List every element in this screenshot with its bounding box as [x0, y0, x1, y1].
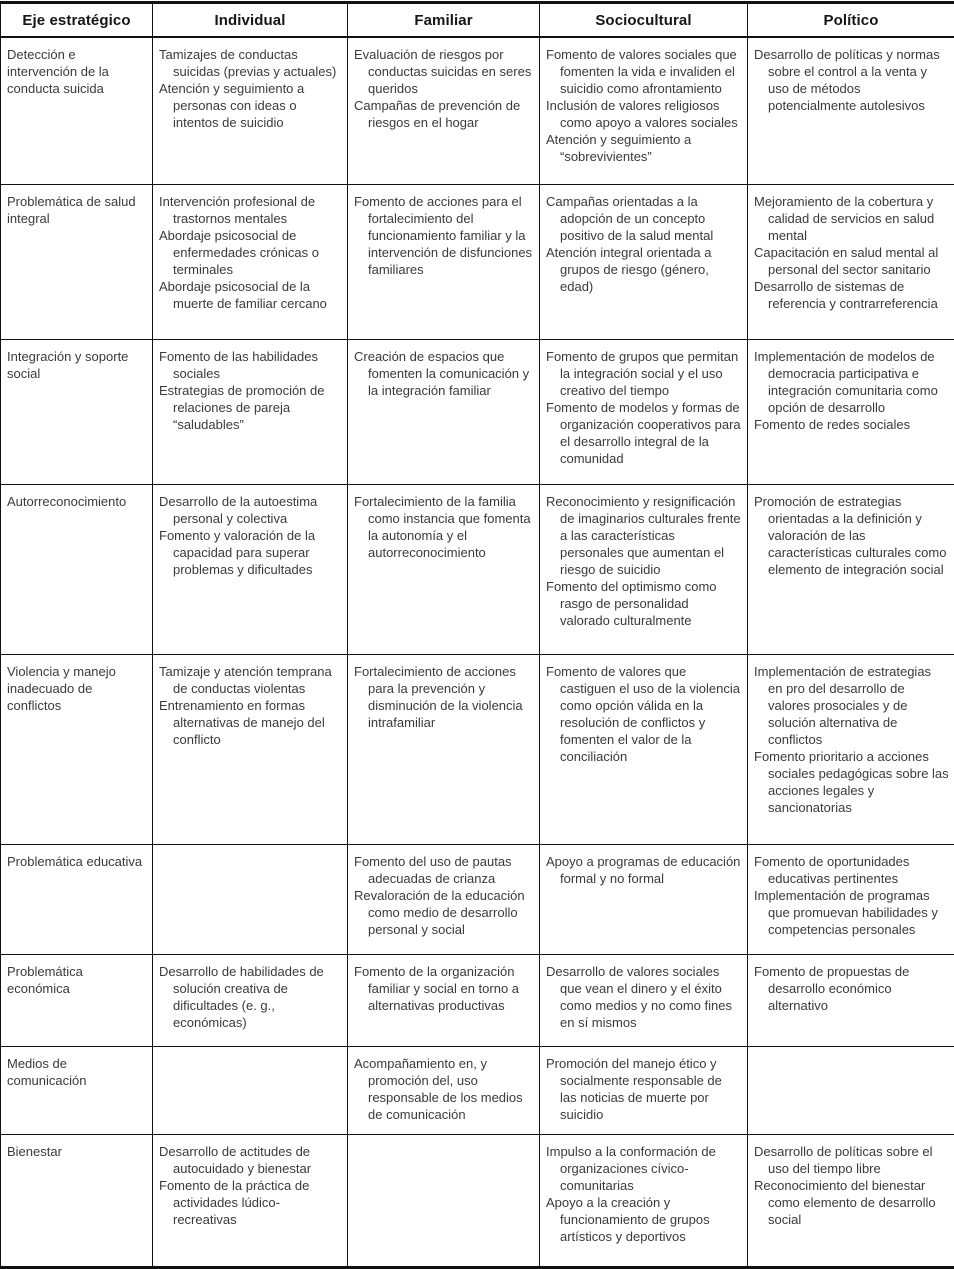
cell-item: Abordaje psicosocial de la muerte de familiar cercano: [159, 278, 342, 312]
cell-individual: [153, 339, 348, 484]
strategic-axis-label: Medios de comunicación: [7, 1055, 147, 1089]
strategic-axis-cell: [1, 184, 153, 339]
cell-politico: [748, 654, 954, 844]
cell-item: Revaloración de la educación como medio de desarrollo personal y social: [354, 887, 534, 938]
cell-item: Fomento de acciones para el fortalecimiento del funcionamiento familiar y la intervención de disfunciones familiares: [354, 193, 534, 278]
cell-familiar: [348, 184, 540, 339]
cell-item: Fomento de redes sociales: [754, 416, 949, 433]
strategic-axis-label: Detección e intervención de la conducta suicida: [7, 46, 147, 97]
cell-politico: [748, 37, 954, 184]
cell-sociocultural: [540, 954, 748, 1046]
cell-item: Abordaje psicosocial de enfermedades crónicas o terminales: [159, 227, 342, 278]
cell-familiar: [348, 654, 540, 844]
cell-item: Desarrollo de la autoestima personal y colectiva: [159, 493, 342, 527]
cell-item: Fomento de la práctica de actividades lúdico-recreativas: [159, 1177, 342, 1228]
cell-item: Reconocimiento y resignificación de imaginarios culturales frente a las características personales que aumentan el riesgo de suicidio: [546, 493, 742, 578]
cell-item: Fortalecimiento de la familia como instancia que fomenta la autonomía y el autorreconocimiento: [354, 493, 534, 561]
table-body: [1, 37, 954, 1267]
strategic-axis-cell: [1, 654, 153, 844]
column-header-politico: Político: [748, 3, 954, 38]
cell-item: Tamizaje y atención temprana de conductas violentas: [159, 663, 342, 697]
cell-item: Fomento de valores sociales que fomenten la vida e invaliden el suicidio como afrontamiento: [546, 46, 742, 97]
table-row: [1, 184, 954, 339]
cell-individual: [153, 844, 348, 954]
cell-item: Fomento de valores que castiguen el uso de la violencia como opción válida en la resolución de conflictos y fomenten el valor de la conciliación: [546, 663, 742, 765]
strategic-axis-cell: [1, 954, 153, 1046]
strategic-axis-label: Integración y soporte social: [7, 348, 147, 382]
table-row: [1, 1046, 954, 1134]
cell-item: Mejoramiento de la cobertura y calidad de servicios en salud mental: [754, 193, 949, 244]
cell-item: Implementación de estrategias en pro del desarrollo de valores prosociales y de solución alternativa de conflictos: [754, 663, 949, 748]
cell-familiar: [348, 1046, 540, 1134]
column-header-sociocultural: Sociocultural: [540, 3, 748, 38]
cell-item: Intervención profesional de trastornos mentales: [159, 193, 342, 227]
cell-item: Implementación de programas que promuevan habilidades y competencias personales: [754, 887, 949, 938]
cell-item: Desarrollo de políticas sobre el uso del tiempo libre: [754, 1143, 949, 1177]
cell-familiar: [348, 484, 540, 654]
cell-item: Evaluación de riesgos por conductas suicidas en seres queridos: [354, 46, 534, 97]
cell-familiar: [348, 37, 540, 184]
cell-politico: [748, 1046, 954, 1134]
cell-item: Impulso a la conformación de organizaciones cívico-comunitarias: [546, 1143, 742, 1194]
cell-item: Creación de espacios que fomenten la comunicación y la integración familiar: [354, 348, 534, 399]
cell-familiar: [348, 339, 540, 484]
cell-item: Atención y seguimiento a personas con ideas o intentos de suicidio: [159, 80, 342, 131]
strategic-axis-label: Violencia y manejo inadecuado de conflictos: [7, 663, 147, 714]
cell-sociocultural: [540, 1134, 748, 1267]
strategic-axis-cell: [1, 1046, 153, 1134]
cell-sociocultural: [540, 484, 748, 654]
cell-item: Fomento del optimismo como rasgo de personalidad valorado culturalmente: [546, 578, 742, 629]
table-row: [1, 844, 954, 954]
cell-item: Atención integral orientada a grupos de riesgo (género, edad): [546, 244, 742, 295]
strategic-axis-cell: [1, 1134, 153, 1267]
cell-item: Fomento de las habilidades sociales: [159, 348, 342, 382]
table-row: [1, 339, 954, 484]
cell-item: Atención y seguimiento a “sobrevivientes”: [546, 131, 742, 165]
cell-sociocultural: [540, 37, 748, 184]
cell-individual: [153, 654, 348, 844]
cell-politico: [748, 1134, 954, 1267]
column-header-familiar: Familiar: [348, 3, 540, 38]
cell-item: Fomento de modelos y formas de organización cooperativos para el desarrollo integral de la comunidad: [546, 399, 742, 467]
cell-sociocultural: [540, 654, 748, 844]
cell-item: Fomento de oportunidades educativas pertinentes: [754, 853, 949, 887]
cell-item: Fomento de propuestas de desarrollo económico alternativo: [754, 963, 949, 1014]
table-header-row: [1, 3, 954, 38]
cell-item: Implementación de modelos de democracia participativa e integración comunitaria como opción de desarrollo: [754, 348, 949, 416]
cell-item: Capacitación en salud mental al personal del sector sanitario: [754, 244, 949, 278]
cell-item: Fomento prioritario a acciones sociales pedagógicas sobre las acciones legales y sancionatorias: [754, 748, 949, 816]
cell-item: Inclusión de valores religiosos como apoyo a valores sociales: [546, 97, 742, 131]
cell-politico: [748, 844, 954, 954]
cell-item: Apoyo a programas de educación formal y no formal: [546, 853, 742, 887]
cell-item: Estrategias de promoción de relaciones de pareja “saludables”: [159, 382, 342, 433]
cell-item: Acompañamiento en, y promoción del, uso responsable de los medios de comunicación: [354, 1055, 534, 1123]
strategic-axis-label: Problemática educativa: [7, 853, 147, 870]
cell-item: Desarrollo de políticas y normas sobre el control a la venta y uso de métodos potencialmente autolesivos: [754, 46, 949, 114]
strategic-axis-label: Autorreconocimiento: [7, 493, 147, 510]
cell-sociocultural: [540, 339, 748, 484]
cell-familiar: [348, 954, 540, 1046]
cell-politico: [748, 484, 954, 654]
column-header-eje-estrategico: Eje estratégico: [1, 3, 153, 38]
cell-item: Reconocimiento del bienestar como elemento de desarrollo social: [754, 1177, 949, 1228]
table-row: [1, 484, 954, 654]
strategic-axis-label: Problemática de salud integral: [7, 193, 147, 227]
table-row: [1, 654, 954, 844]
cell-item: Campañas orientadas a la adopción de un concepto positivo de la salud mental: [546, 193, 742, 244]
table-row: [1, 37, 954, 184]
cell-individual: [153, 37, 348, 184]
cell-item: Promoción de estrategias orientadas a la definición y valoración de las características culturales como elemento de integración social: [754, 493, 949, 578]
cell-item: Desarrollo de actitudes de autocuidado y bienestar: [159, 1143, 342, 1177]
cell-item: Entrenamiento en formas alternativas de manejo del conflicto: [159, 697, 342, 748]
strategic-axis-cell: [1, 339, 153, 484]
cell-individual: [153, 954, 348, 1046]
cell-item: Fortalecimiento de acciones para la prevención y disminución de la violencia intrafamiliar: [354, 663, 534, 731]
cell-individual: [153, 1046, 348, 1134]
cell-item: Tamizajes de conductas suicidas (previas y actuales): [159, 46, 342, 80]
strategic-axis-cell: [1, 37, 153, 184]
cell-sociocultural: [540, 184, 748, 339]
cell-item: Desarrollo de sistemas de referencia y contrarreferencia: [754, 278, 949, 312]
cell-sociocultural: [540, 1046, 748, 1134]
cell-item: Desarrollo de valores sociales que vean el dinero y el éxito como medios y no como fines en sí mismos: [546, 963, 742, 1031]
column-header-individual: Individual: [153, 3, 348, 38]
cell-item: Campañas de prevención de riesgos en el hogar: [354, 97, 534, 131]
cell-familiar: [348, 1134, 540, 1267]
cell-politico: [748, 184, 954, 339]
cell-familiar: [348, 844, 540, 954]
cell-item: Apoyo a la creación y funcionamiento de grupos artísticos y deportivos: [546, 1194, 742, 1245]
strategy-table: [0, 1, 954, 1269]
cell-sociocultural: [540, 844, 748, 954]
cell-item: Fomento y valoración de la capacidad para superar problemas y dificultades: [159, 527, 342, 578]
cell-individual: [153, 184, 348, 339]
cell-item: Promoción del manejo ético y socialmente responsable de las noticias de muerte por suicidio: [546, 1055, 742, 1123]
cell-item: Fomento de la organización familiar y social en torno a alternativas productivas: [354, 963, 534, 1014]
cell-individual: [153, 1134, 348, 1267]
strategic-axis-label: Problemática económica: [7, 963, 147, 997]
table-row: [1, 1134, 954, 1267]
cell-politico: [748, 954, 954, 1046]
cell-item: Fomento de grupos que permitan la integración social y el uso creativo del tiempo: [546, 348, 742, 399]
cell-item: Desarrollo de habilidades de solución creativa de dificultades (e. g., económicas): [159, 963, 342, 1031]
cell-item: Fomento del uso de pautas adecuadas de crianza: [354, 853, 534, 887]
strategic-axis-label: Bienestar: [7, 1143, 147, 1160]
strategic-axis-cell: [1, 844, 153, 954]
table-row: [1, 954, 954, 1046]
cell-politico: [748, 339, 954, 484]
strategic-axis-cell: [1, 484, 153, 654]
cell-individual: [153, 484, 348, 654]
